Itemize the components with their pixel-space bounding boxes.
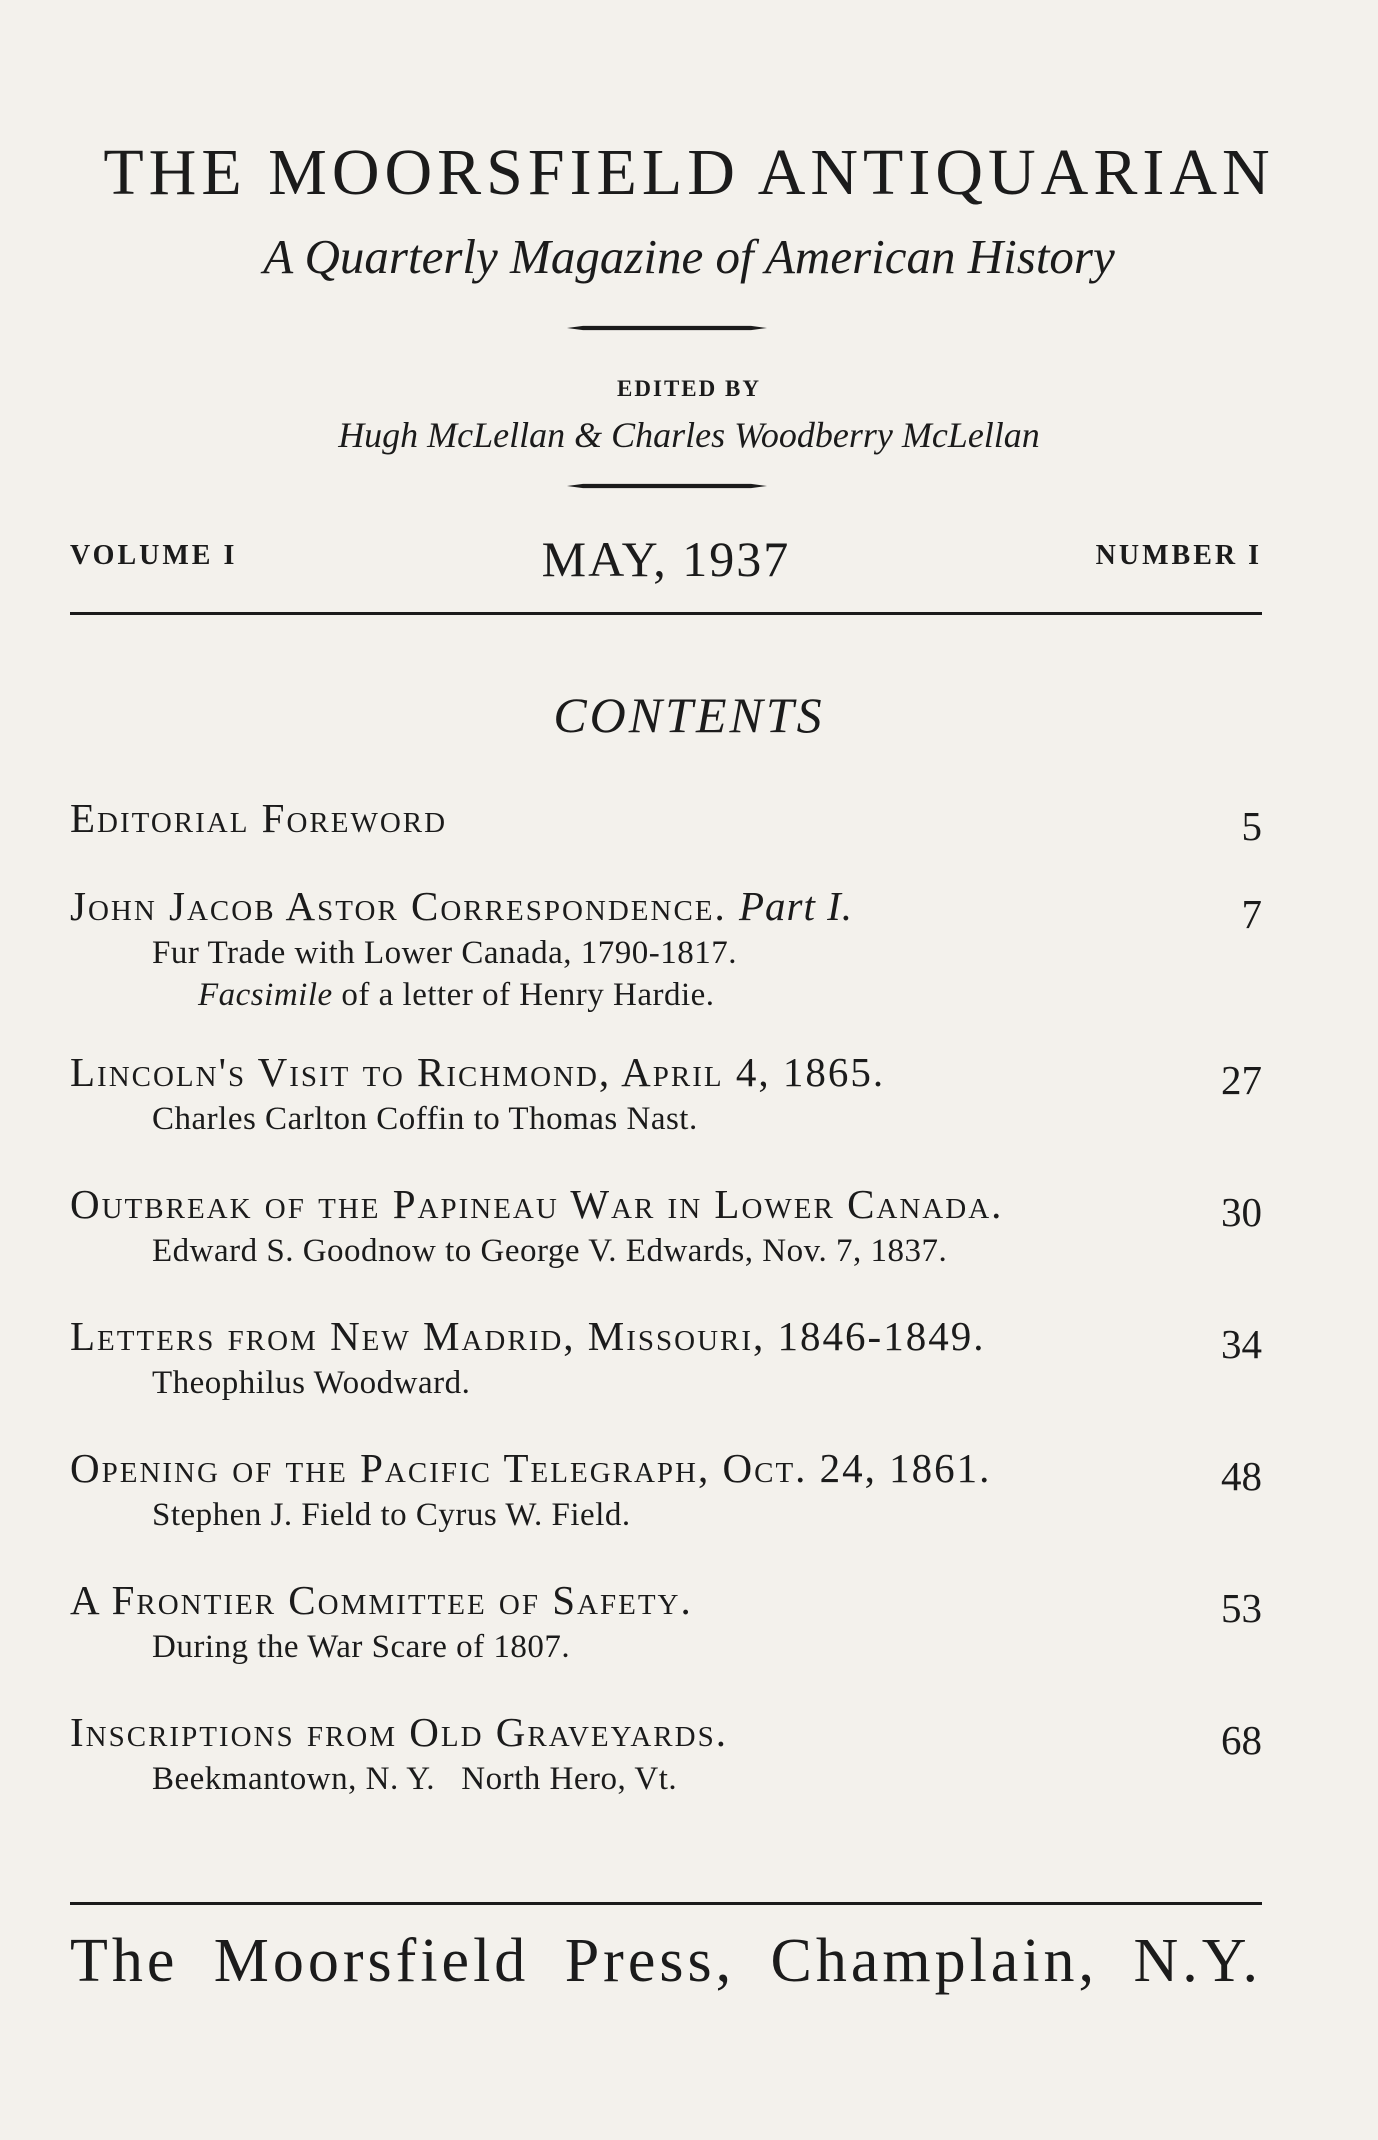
issue-info-row <box>70 530 1262 590</box>
toc-entry-title <box>70 880 1262 932</box>
toc-entry-subtitle: During the War Scare of 1807. <box>152 1629 571 1665</box>
toc-entry-page: 34 <box>1221 1321 1262 1367</box>
toc-entry-page: 48 <box>1221 1453 1262 1499</box>
toc-entry-title: Outbreak of the Papineau War in Lower Canada. <box>70 1181 1004 1227</box>
toc-entry-subtitle: Fur Trade with Lower Canada, 1790-1817. <box>152 935 738 971</box>
editors-names: Hugh McLellan & Charles Woodberry McLellan <box>338 415 1040 455</box>
toc-entry-page: 7 <box>1241 891 1262 937</box>
toc-entry-title: Opening of the Pacific Telegraph, Oct. 24, 1861. <box>70 1445 992 1491</box>
toc-entry-page: 53 <box>1221 1585 1262 1631</box>
toc-entry-subtitle: Edward S. Goodnow to George V. Edwards, Nov. 7, 1837. <box>152 1233 948 1269</box>
toc-entry-subtitle: Beekmantown, N. Y. North Hero, Vt. <box>152 1761 678 1797</box>
toc-entry <box>70 792 1262 849</box>
toc-entry-title: Editorial Foreword <box>70 795 448 841</box>
issue-date: MAY, 1937 <box>541 531 791 587</box>
publisher-imprint: The Moorsfield Press, Champlain, N.Y. <box>70 1927 1262 1995</box>
edited-by-label: EDITED BY <box>617 376 761 401</box>
toc-entry-subtitle: Stephen J. Field to Cyrus W. Field. <box>152 1497 631 1533</box>
toc-entry-page: 27 <box>1221 1057 1262 1103</box>
toc-entry-note-text: of a letter of Henry Hardie. <box>341 977 715 1013</box>
masthead-title: THE MOORSFIELD ANTIQUARIAN <box>103 136 1275 209</box>
toc-entry <box>70 1310 1262 1404</box>
toc-entry <box>70 880 1262 1016</box>
toc-entry-page: 68 <box>1221 1717 1262 1763</box>
ornamental-rule-bottom <box>567 483 767 489</box>
number-label: NUMBER I <box>1095 540 1262 571</box>
toc-entry-title-text: John Jacob Astor Correspondence. <box>70 883 727 929</box>
toc-entry-title: Lincoln's Visit to Richmond, April 4, 1865. <box>70 1049 886 1095</box>
toc-entry-note <box>70 974 1262 1016</box>
toc-entry-page: 5 <box>1241 803 1262 849</box>
masthead-subtitle: A Quarterly Magazine of American History <box>263 229 1115 284</box>
volume-label: VOLUME I <box>70 540 238 571</box>
divider-rule-bottom <box>70 1902 1262 1905</box>
divider-rule-top <box>70 612 1262 615</box>
toc-entry-subtitle: Theophilus Woodward. <box>152 1365 471 1401</box>
table-of-contents <box>70 792 1262 1800</box>
toc-entry <box>70 1574 1262 1668</box>
toc-entry-title-italic: Part I. <box>739 883 854 929</box>
toc-entry-title: Inscriptions from Old Graveyards. <box>70 1709 728 1755</box>
toc-entry-note-italic: Facsimile <box>198 977 333 1013</box>
toc-entry <box>70 1178 1262 1272</box>
toc-entry-title: A Frontier Committee of Safety. <box>70 1577 693 1623</box>
ornamental-rule-top <box>567 325 767 331</box>
toc-entry <box>70 1706 1262 1800</box>
toc-entry <box>70 1046 1262 1140</box>
toc-entry-title: Letters from New Madrid, Missouri, 1846-1849. <box>70 1313 986 1359</box>
contents-heading: CONTENTS <box>553 687 825 743</box>
toc-entry <box>70 1442 1262 1536</box>
toc-entry-page: 30 <box>1221 1189 1262 1235</box>
toc-entry-subtitle: Charles Carlton Coffin to Thomas Nast. <box>152 1101 698 1137</box>
